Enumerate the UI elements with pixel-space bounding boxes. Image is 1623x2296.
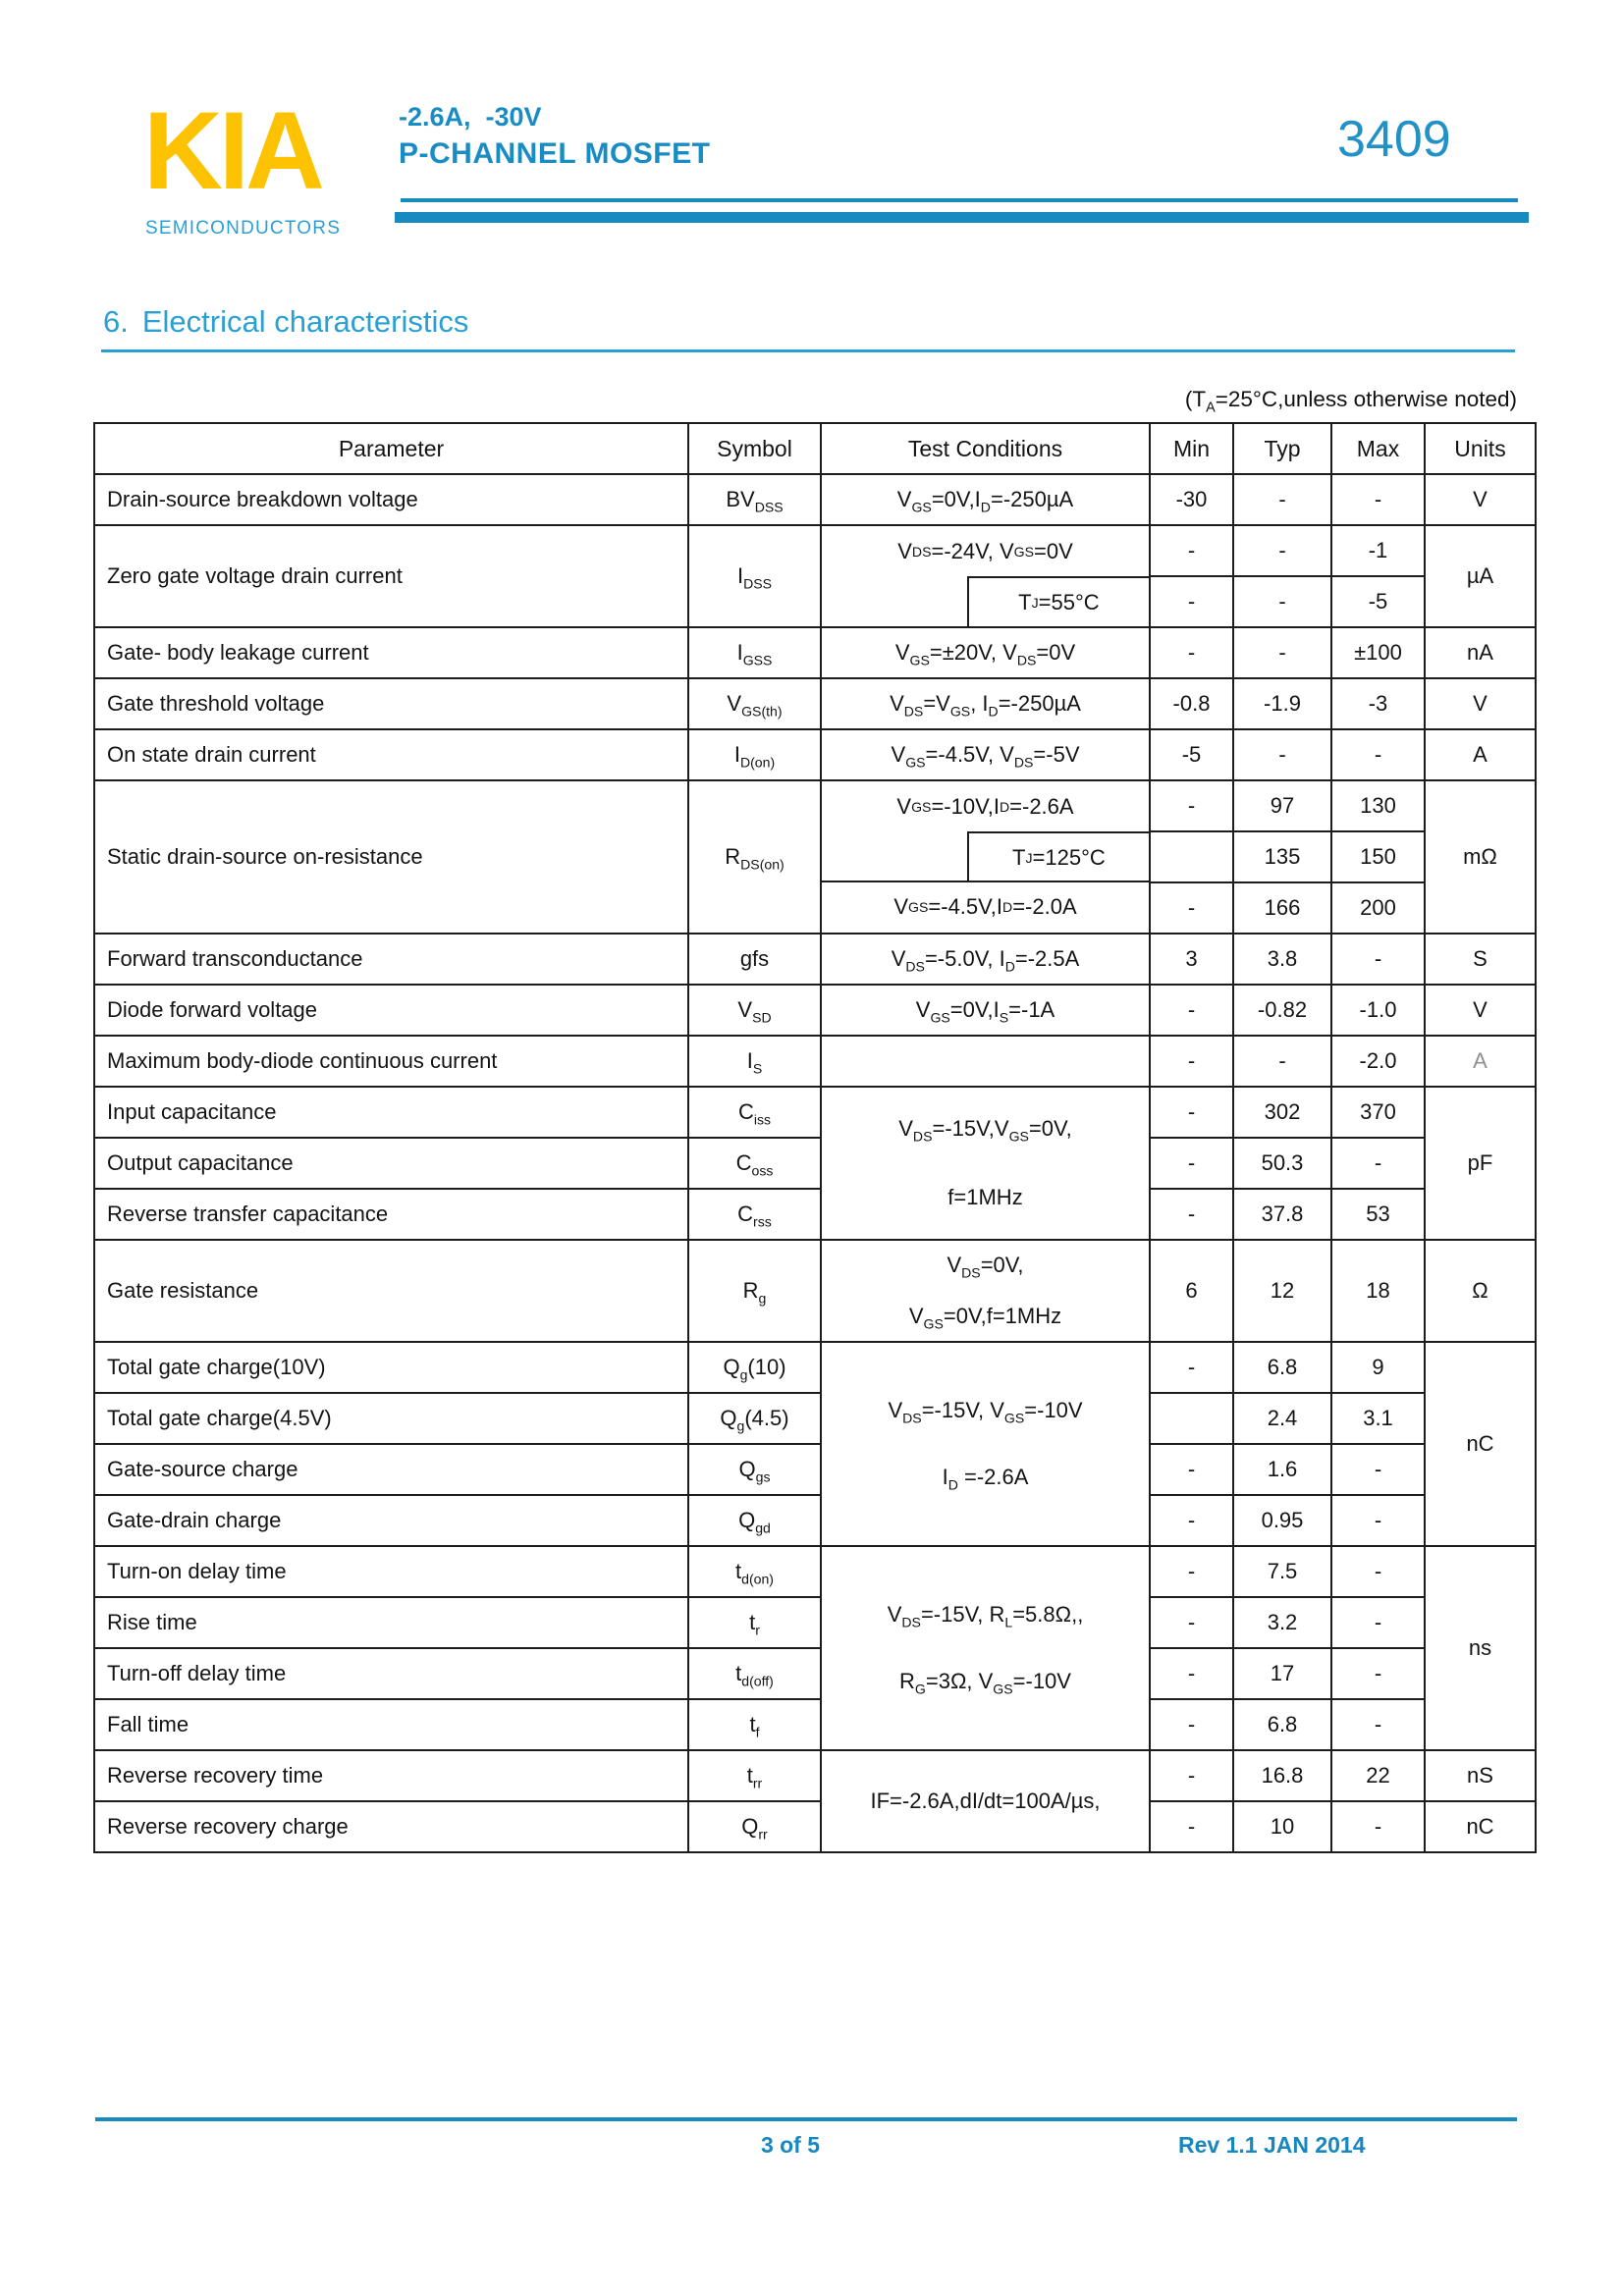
symbol-cell: $I_{GSS}$: [688, 627, 821, 678]
typ-cell: 12: [1233, 1240, 1331, 1342]
typ-cell: 10: [1233, 1801, 1331, 1852]
cond-line: V GS =-10V,I D =-2.6A: [896, 793, 1074, 819]
min-cell: -: [1150, 576, 1233, 627]
max-cell: 22: [1331, 1750, 1425, 1801]
col-header-parameter: Parameter: [94, 423, 688, 474]
cond-subcell: T J =55°C: [967, 576, 1149, 628]
symbol-cell: $R_{DS(on)}$: [688, 780, 821, 934]
device-type: P-CHANNEL MOSFET: [399, 137, 711, 170]
symbol-cell: $C_{oss}$: [688, 1138, 821, 1189]
typ-cell: 7.5: [1233, 1546, 1331, 1597]
typ-cell: 135: [1233, 831, 1331, 882]
table-row: [94, 1444, 1536, 1495]
typ-cell: -1.9: [1233, 678, 1331, 729]
table-row: [94, 1546, 1536, 1597]
cond-line: $V_{GS}=0V,f=1MHz$: [908, 1304, 1062, 1332]
typ-cell: 6.8: [1233, 1699, 1331, 1750]
units-cell: mΩ: [1425, 780, 1536, 934]
cond-line: $R_G=3\Omega$, $V_{GS}=-10V$: [899, 1669, 1071, 1697]
typ-cell: 17: [1233, 1648, 1331, 1699]
min-cell: -: [1150, 1342, 1233, 1393]
cond-line: V GS =-4.5V,I D =-2.0A: [893, 894, 1077, 920]
param-cell: Gate resistance: [94, 1240, 688, 1342]
symbol-cell: $Q_g(10)$: [688, 1342, 821, 1393]
footer-rule: [95, 2117, 1517, 2121]
table-row: [94, 729, 1536, 780]
max-cell: 18: [1331, 1240, 1425, 1342]
symbol-cell: $BV_{DSS}$: [688, 474, 821, 525]
units-cell: nC: [1425, 1342, 1536, 1546]
col-header-symbol: Symbol: [688, 423, 821, 474]
param-cell: Turn-on delay time: [94, 1546, 688, 1597]
cond-cell: [821, 1036, 1150, 1087]
typ-cell: 50.3: [1233, 1138, 1331, 1189]
table-row: [94, 1648, 1536, 1699]
min-cell: -30: [1150, 474, 1233, 525]
param-cell: Reverse recovery charge: [94, 1801, 688, 1852]
min-cell: -: [1150, 1597, 1233, 1648]
param-cell: Static drain-source on-resistance: [94, 780, 688, 934]
min-cell: -: [1150, 1750, 1233, 1801]
cond-cell: $V_{GS}=\pm 20V$, $V_{DS}=0V$: [821, 627, 1150, 678]
cond-cell: $V_{GS}=-4.5V$, $V_{DS}=-5V$: [821, 729, 1150, 780]
typ-cell: 6.8: [1233, 1342, 1331, 1393]
max-cell: -: [1331, 1444, 1425, 1495]
min-cell: -0.8: [1150, 678, 1233, 729]
typ-cell: -: [1233, 1036, 1331, 1087]
min-cell: -: [1150, 525, 1233, 576]
units-cell: V: [1425, 678, 1536, 729]
table-note: ($T_A=25^\circ C,unless$ otherwise noted): [1184, 387, 1517, 416]
param-cell: Gate-source charge: [94, 1444, 688, 1495]
param-cell: Drain-source breakdown voltage: [94, 474, 688, 525]
table-row: [94, 934, 1536, 985]
units-cell: Ω: [1425, 1240, 1536, 1342]
max-cell: -5: [1331, 576, 1425, 627]
max-cell: 53: [1331, 1189, 1425, 1240]
max-cell: -: [1331, 1138, 1425, 1189]
max-cell: -: [1331, 1495, 1425, 1546]
param-cell: On state drain current: [94, 729, 688, 780]
table-row: [94, 1240, 1536, 1342]
min-cell: -: [1150, 1087, 1233, 1138]
table-row: [94, 1801, 1536, 1852]
typ-cell: 166: [1233, 882, 1331, 934]
typ-cell: -0.82: [1233, 985, 1331, 1036]
min-cell: -: [1150, 1648, 1233, 1699]
max-cell: 370: [1331, 1087, 1425, 1138]
table-row: [94, 678, 1536, 729]
param-cell: Output capacitance: [94, 1138, 688, 1189]
min-cell: -: [1150, 1036, 1233, 1087]
table-header-row: [94, 423, 1536, 474]
symbol-cell: $I_{D(on)}$: [688, 729, 821, 780]
max-cell: 9: [1331, 1342, 1425, 1393]
max-cell: -: [1331, 1801, 1425, 1852]
units-cell: V: [1425, 474, 1536, 525]
symbol-cell: $V_{GS(th)}$: [688, 678, 821, 729]
typ-cell: 97: [1233, 780, 1331, 831]
revision-label: Rev 1.1 JAN 2014: [1178, 2132, 1366, 2158]
cond-line: $V_{DS}=0V$,: [947, 1253, 1024, 1281]
param-cell: Zero gate voltage drain current: [94, 525, 688, 627]
typ-cell: 1.6: [1233, 1444, 1331, 1495]
max-cell: 150: [1331, 831, 1425, 882]
table-row: [94, 1495, 1536, 1546]
min-cell: -: [1150, 1495, 1233, 1546]
table-row: [94, 474, 1536, 525]
max-cell: -1: [1331, 525, 1425, 576]
min-cell: -: [1150, 882, 1233, 934]
header-rule-thin: [401, 198, 1518, 202]
units-cell: A: [1425, 1036, 1536, 1087]
cond-line: $V_{DS}=-15V$, $R_L=5.8\Omega$,,: [887, 1602, 1084, 1630]
typ-cell: -: [1233, 729, 1331, 780]
section-title: Electrical characteristics: [141, 304, 469, 339]
table-row: [94, 1750, 1536, 1801]
param-cell: Total gate charge(10V): [94, 1342, 688, 1393]
table-row: [94, 1699, 1536, 1750]
page-indicator: 3 of 5: [760, 2132, 821, 2158]
param-cell: Total gate charge(4.5V): [94, 1393, 688, 1444]
max-cell: -: [1331, 934, 1425, 985]
col-header-max: Max: [1331, 423, 1425, 474]
part-number: 3409: [1337, 111, 1451, 168]
typ-cell: 302: [1233, 1087, 1331, 1138]
table-row: [94, 1189, 1536, 1240]
symbol-cell: $t_r$: [688, 1597, 821, 1648]
typ-cell: -: [1233, 576, 1331, 627]
param-cell: Fall time: [94, 1699, 688, 1750]
cond-cell: [821, 1087, 1150, 1240]
max-cell: -: [1331, 729, 1425, 780]
units-cell: nC: [1425, 1801, 1536, 1852]
max-cell: 200: [1331, 882, 1425, 934]
symbol-cell: $t_f$: [688, 1699, 821, 1750]
symbol-cell: $t_{rr}$: [688, 1750, 821, 1801]
units-cell: S: [1425, 934, 1536, 985]
symbol-cell: $I_S$: [688, 1036, 821, 1087]
param-cell: Forward transconductance: [94, 934, 688, 985]
cond-cell: $V_{DS}=-5.0V$, $I_D=-2.5A$: [821, 934, 1150, 985]
table-row: [94, 1138, 1536, 1189]
table-row: [94, 1597, 1536, 1648]
param-cell: Gate threshold voltage: [94, 678, 688, 729]
cond-line: f=1MHz: [947, 1185, 1023, 1209]
min-cell: -: [1150, 627, 1233, 678]
typ-cell: 16.8: [1233, 1750, 1331, 1801]
table-row: [94, 525, 1536, 576]
cond-line: V DS =-24V, V GS =0V: [897, 538, 1073, 563]
cond-line: IF=-2.6A,dI/dt=100A/µs,: [870, 1789, 1101, 1813]
typ-cell: -: [1233, 525, 1331, 576]
param-cell: Reverse recovery time: [94, 1750, 688, 1801]
cond-line: $V_{DS}=-15V,V_{GS}=0V$,: [898, 1116, 1072, 1145]
param-cell: Turn-off delay time: [94, 1648, 688, 1699]
cond-line: $V_{DS}=-15V$, $V_{GS}=-10V$: [888, 1398, 1083, 1426]
units-cell: A: [1425, 729, 1536, 780]
max-cell: -: [1331, 1699, 1425, 1750]
param-cell: Reverse transfer capacitance: [94, 1189, 688, 1240]
units-cell: ns: [1425, 1546, 1536, 1750]
cond-cell: $V_{GS}=0V,I_S=-1A$: [821, 985, 1150, 1036]
max-cell: -: [1331, 1597, 1425, 1648]
symbol-cell: $Q_g(4.5)$: [688, 1393, 821, 1444]
min-cell: -: [1150, 1189, 1233, 1240]
units-cell: pF: [1425, 1087, 1536, 1240]
symbol-cell: $Q_{gs}$: [688, 1444, 821, 1495]
typ-cell: 0.95: [1233, 1495, 1331, 1546]
typ-cell: 37.8: [1233, 1189, 1331, 1240]
table-row: [94, 1087, 1536, 1138]
symbol-cell: $R_g$: [688, 1240, 821, 1342]
symbol-cell: $t_{d(on)}$: [688, 1546, 821, 1597]
units-cell: nS: [1425, 1750, 1536, 1801]
param-cell: Maximum body-diode continuous current: [94, 1036, 688, 1087]
symbol-cell: $Q_{rr}$: [688, 1801, 821, 1852]
param-cell: Gate- body leakage current: [94, 627, 688, 678]
col-header-units: Units: [1425, 423, 1536, 474]
device-rating: -2.6A, -30V: [399, 102, 542, 132]
min-cell: -: [1150, 1138, 1233, 1189]
cond-cell: [821, 1546, 1150, 1750]
table-row: [94, 1036, 1536, 1087]
section-number: 6.: [103, 304, 129, 339]
units-cell: nA: [1425, 627, 1536, 678]
min-cell: -: [1150, 1699, 1233, 1750]
cond-subcell: T J =125°C: [967, 831, 1149, 882]
min-cell: -: [1150, 1546, 1233, 1597]
typ-cell: 3.8: [1233, 934, 1331, 985]
max-cell: -1.0: [1331, 985, 1425, 1036]
typ-cell: -: [1233, 627, 1331, 678]
col-header-min: Min: [1150, 423, 1233, 474]
max-cell: -: [1331, 1648, 1425, 1699]
brand-logo: KIA: [143, 89, 321, 212]
cond-cell: $V_{GS}=0V,I_D=-250\mu A$: [821, 474, 1150, 525]
max-cell: 130: [1331, 780, 1425, 831]
min-cell: [1150, 1393, 1233, 1444]
param-cell: Input capacitance: [94, 1087, 688, 1138]
cond-cell: $V_{DS}=V_{GS}$, $I_D=-250\mu A$: [821, 678, 1150, 729]
max-cell: -2.0: [1331, 1036, 1425, 1087]
min-cell: -: [1150, 985, 1233, 1036]
max-cell: -: [1331, 1546, 1425, 1597]
section-heading: [103, 304, 468, 340]
table-container: [93, 422, 1537, 1853]
min-cell: -: [1150, 780, 1233, 831]
section-underline: [101, 349, 1515, 352]
electrical-characteristics-table: [93, 422, 1537, 1853]
param-cell: Gate-drain charge: [94, 1495, 688, 1546]
min-cell: 3: [1150, 934, 1233, 985]
header-rule-thick: [395, 212, 1529, 223]
min-cell: -: [1150, 1444, 1233, 1495]
min-cell: [1150, 831, 1233, 882]
symbol-cell: $C_{rss}$: [688, 1189, 821, 1240]
max-cell: ±100: [1331, 627, 1425, 678]
table-row: [94, 1393, 1536, 1444]
symbol-cell: $Q_{gd}$: [688, 1495, 821, 1546]
table-row: [94, 1342, 1536, 1393]
symbol-cell: $V_{SD}$: [688, 985, 821, 1036]
typ-cell: -: [1233, 474, 1331, 525]
param-cell: Diode forward voltage: [94, 985, 688, 1036]
table-row: [94, 985, 1536, 1036]
brand-tagline: SEMICONDUCTORS: [145, 218, 342, 239]
cond-cell: [821, 1342, 1150, 1546]
min-cell: 6: [1150, 1240, 1233, 1342]
cond-line: $I_D =-2.6A$: [942, 1465, 1029, 1493]
cond-cell: [821, 780, 1150, 934]
max-cell: -3: [1331, 678, 1425, 729]
typ-cell: 2.4: [1233, 1393, 1331, 1444]
units-cell: µA: [1425, 525, 1536, 627]
table-row: [94, 627, 1536, 678]
min-cell: -: [1150, 1801, 1233, 1852]
col-header-test-conditions: Test Conditions: [821, 423, 1150, 474]
max-cell: 3.1: [1331, 1393, 1425, 1444]
symbol-cell: gfs: [688, 934, 821, 985]
col-header-typ: Typ: [1233, 423, 1331, 474]
symbol-cell: $C_{iss}$: [688, 1087, 821, 1138]
max-cell: -: [1331, 474, 1425, 525]
cond-cell: [821, 1750, 1150, 1852]
units-cell: V: [1425, 985, 1536, 1036]
table-row: [94, 780, 1536, 831]
symbol-cell: $t_{d(off)}$: [688, 1648, 821, 1699]
param-cell: Rise time: [94, 1597, 688, 1648]
cond-cell: [821, 525, 1150, 627]
cond-cell: [821, 1240, 1150, 1342]
typ-cell: 3.2: [1233, 1597, 1331, 1648]
min-cell: -5: [1150, 729, 1233, 780]
symbol-cell: $I_{DSS}$: [688, 525, 821, 627]
